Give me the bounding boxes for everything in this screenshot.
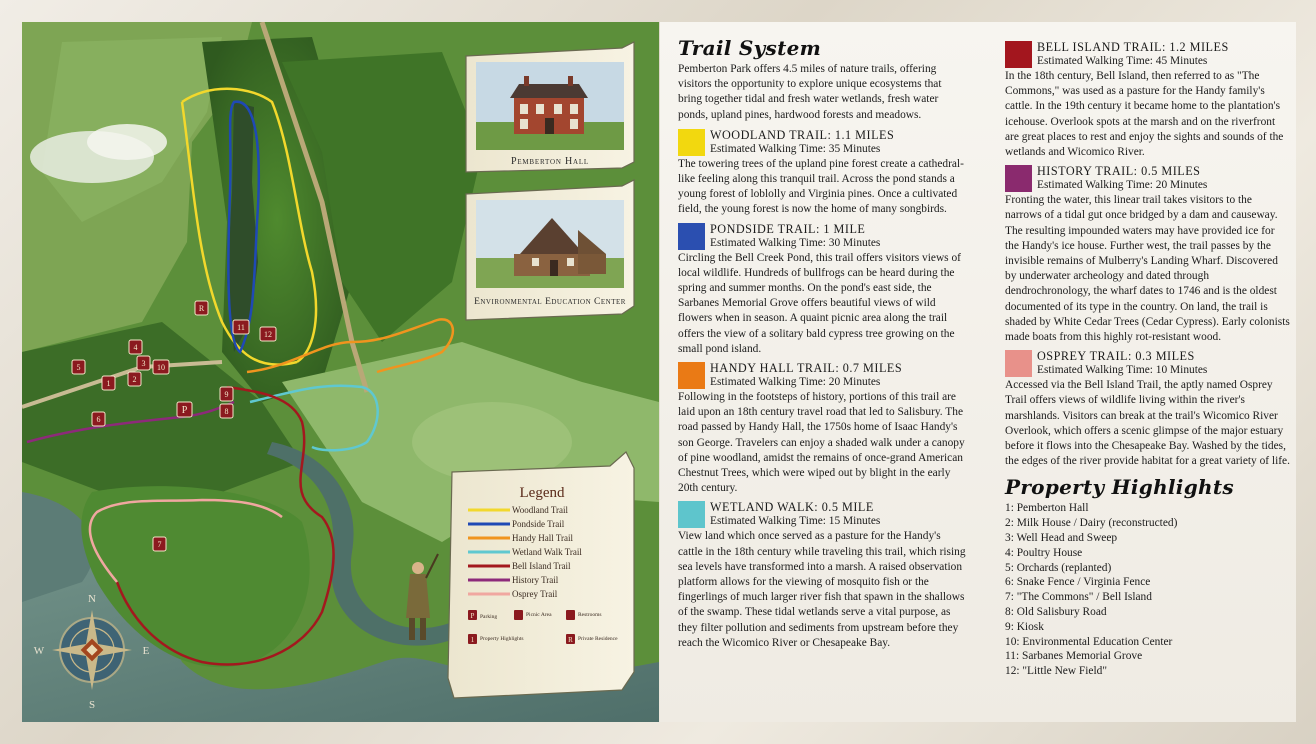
trail-description: In the 18th century, Bell Island, then referred to as "The Commons," was used as a pasture for the Handy family's cattle. In the 19th century it became home to the plantation's icehouse. Overlook spots at the marsh and on the riverfront are great places to rest and enjoy the sights and sounds of the wetlands and Wicomico River. [1005, 70, 1284, 159]
marker-7[interactable] [153, 537, 166, 551]
trail-time: Estimated Walking Time: 35 Minutes [710, 142, 881, 155]
map-legend[interactable] [448, 452, 634, 698]
trail-description: The towering trees of the upland pine forest create a cathedral-like feeling along this tranquil trail. Across the pond stands a young forest of loblolly and Virginia pines. Once a cultivated field, the young forest is now the home of many songbirds. [678, 157, 964, 216]
svg-text:R: R [198, 304, 205, 313]
trail-pondside [678, 222, 968, 357]
legend-symbol-label: Parking [480, 614, 498, 620]
trail-color-swatch [678, 501, 705, 528]
trail-time: Estimated Walking Time: 30 Minutes [710, 236, 881, 249]
svg-text:3: 3 [141, 359, 146, 368]
legend-label: Handy Hall Trail [512, 533, 574, 543]
property-highlights-list [1005, 501, 1290, 679]
marker-10[interactable] [153, 360, 169, 374]
compass-south: S [88, 699, 96, 711]
list-item: 9: Kiosk [1005, 620, 1044, 633]
trail-wetland-walk [678, 500, 968, 651]
parking-marker[interactable] [177, 402, 192, 417]
trail-history [1005, 164, 1290, 345]
list-item: 3: Well Head and Sweep [1005, 532, 1118, 545]
marker-6[interactable] [92, 412, 105, 426]
legend-label: Wetland Walk Trail [512, 547, 582, 557]
list-item: 11: Sarbanes Memorial Grove [1005, 650, 1143, 663]
trail-name: WOODLAND TRAIL: 1.1 MILES [710, 127, 895, 142]
residence-marker[interactable] [195, 301, 208, 315]
legend-symbol-label: Picnic Area [526, 612, 552, 618]
legend-symbol-label: Property Highlights [480, 636, 524, 642]
svg-text:4: 4 [133, 343, 138, 352]
marker-11[interactable] [233, 320, 249, 334]
list-item: 8: Old Salisbury Road [1005, 606, 1107, 619]
trail-name: WETLAND WALK: 0.5 MILE [710, 500, 874, 515]
trail-name: HANDY HALL TRAIL: 0.7 MILES [710, 361, 903, 376]
trail-name: OSPREY TRAIL: 0.3 MILES [1037, 349, 1195, 364]
list-item: 10: Environmental Education Center [1005, 635, 1173, 648]
trail-description: Circling the Bell Creek Pond, this trail offers visitors views of local wildlife. Hundreds of bullfrogs can be heard during the spring and summer months. On the pond's east side, the Sarbanes Memorial Grove offers beautiful views of wild flowers when in season. A quaint picnic area along the trail offers the view of a solitary bald cypress tree growing on the small pond island. [678, 251, 961, 355]
trail-osprey [1005, 349, 1290, 469]
list-item: 7: "The Commons" / Bell Island [1005, 591, 1152, 604]
trail-description: View land which once served as a pasture for the Handy's cattle in the 18th century while traveling this trail, which rising sea levels have transformed into a marsh. A raised observation platform allows for the viewing of mosquito fish or the fingerlings of much larger river fish that spawn in the shallows of the swamp. These tidal wetlands serve a vital purpose, as they filter pollution and sediments from upstream before they reach the Wicomico River or Chesapeake Bay. [678, 530, 966, 649]
cloud [87, 124, 167, 160]
svg-text:6: 6 [96, 415, 101, 424]
trail-name: PONDSIDE TRAIL: 1 MILE [710, 221, 866, 236]
trail-info-panel [660, 22, 1296, 722]
list-item: 5: Orchards (replanted) [1005, 561, 1112, 574]
trail-time: Estimated Walking Time: 15 Minutes [710, 515, 881, 528]
trail-info-column-left [678, 36, 968, 655]
marker-1[interactable] [102, 376, 115, 390]
svg-text:1: 1 [106, 379, 111, 388]
legend-symbol-label: Restrooms [578, 612, 602, 618]
trail-info-column-right [1005, 40, 1290, 679]
svg-text:Environmental Education Center: Environmental Education Center [474, 297, 626, 307]
trail-name: BELL ISLAND TRAIL: 1.2 MILES [1037, 40, 1229, 54]
pemberton-hall-card[interactable] [466, 42, 634, 172]
trail-time: Estimated Walking Time: 45 Minutes [1037, 55, 1208, 67]
legend-symbol-label: Private Residence [578, 636, 618, 642]
marker-2[interactable] [128, 372, 141, 386]
marker-9[interactable] [220, 387, 233, 401]
list-item: 2: Milk House / Dairy (reconstructed) [1005, 517, 1178, 530]
trail-time: Estimated Walking Time: 10 Minutes [1037, 364, 1208, 377]
trail-handy-hall [678, 361, 968, 496]
compass-north: N [88, 593, 96, 605]
trail-map[interactable] [22, 22, 659, 722]
trail-color-swatch [1005, 165, 1032, 192]
marker-4[interactable] [129, 340, 142, 354]
trail-system-title: Trail System [678, 36, 822, 60]
svg-text:R: R [568, 636, 573, 644]
trail-color-swatch [678, 362, 705, 389]
svg-text:P: P [181, 405, 188, 416]
svg-text:9: 9 [224, 390, 229, 399]
svg-text:10: 10 [157, 363, 165, 372]
list-item: 4: Poultry House [1005, 546, 1083, 559]
svg-text:8: 8 [224, 407, 229, 416]
restroom-icon [566, 610, 575, 620]
list-item: 6: Snake Fence / Virginia Fence [1005, 576, 1151, 589]
pemberton-hall-icon [510, 76, 588, 134]
trail-bell-island [1005, 40, 1290, 160]
svg-text:7: 7 [157, 540, 162, 549]
marker-3[interactable] [137, 356, 150, 370]
trail-time: Estimated Walking Time: 20 Minutes [710, 376, 881, 389]
legend-label: Woodland Trail [512, 505, 569, 515]
picnic-table-icon [514, 610, 523, 620]
legend-label: Osprey Trail [512, 589, 558, 599]
svg-text:2: 2 [132, 375, 137, 384]
svg-text:11: 11 [237, 323, 245, 332]
trail-description: Following in the footsteps of history, portions of this trail are laid upon an 18th century travel road that led to Salisbury. The road passed by Handy Hall, the 1750s home of Isaac Handy's son George. Travelers can enjoy a shaded walk under a canopy of pine woodland, amidst the remains of once-grand American Chestnut Trees, which were wiped out by blight in the early 20th century. [678, 391, 965, 495]
compass-west: W [33, 645, 45, 657]
trail-description: Accessed via the Bell Island Trail, the aptly named Osprey Trail offers views of wildlife living within the river's marshlands. Visitors can break at the trail's Wicomico River Overlook, which offers a scenic glimpse of the major estuary before it flows into the Chesapeake Bay. Washed by the tides, the edges of the river provide habitat for a great variety of life. [1005, 379, 1290, 468]
trail-color-swatch [678, 129, 705, 156]
education-center-card[interactable] [466, 180, 634, 320]
legend-label: History Trail [512, 575, 559, 585]
svg-text:12: 12 [264, 330, 272, 339]
trail-woodland [678, 128, 968, 218]
property-highlights-title: Property Highlights [1005, 475, 1234, 500]
svg-text:1: 1 [470, 636, 475, 644]
svg-text:5: 5 [76, 363, 81, 372]
legend-title: Legend [519, 485, 565, 501]
trail-system-intro: Pemberton Park offers 4.5 miles of nature trails, offering visitors the opportunity to explore unique ecosystems that bring together tidal and fresh water wetlands, fresh water ponds, upland pines, hardwood forests and meadows. [678, 63, 942, 121]
trail-color-swatch [1005, 41, 1032, 68]
trail-color-swatch [1005, 350, 1032, 377]
svg-text:Pemberton Hall: Pemberton Hall [510, 156, 590, 167]
compass-east: E [142, 645, 150, 657]
list-item: 12: "Little New Field" [1005, 665, 1107, 678]
trail-time: Estimated Walking Time: 20 Minutes [1037, 179, 1208, 192]
legend-label: Bell Island Trail [512, 561, 571, 571]
trail-name: HISTORY TRAIL: 0.5 MILES [1037, 164, 1201, 179]
list-item: 1: Pemberton Hall [1005, 502, 1089, 515]
marker-8[interactable] [220, 404, 233, 418]
legend-label: Pondside Trail [512, 519, 565, 529]
trail-color-swatch [678, 223, 705, 250]
marker-12[interactable] [260, 327, 276, 341]
marker-5[interactable] [72, 360, 85, 374]
svg-text:P: P [470, 612, 475, 620]
trail-description: Fronting the water, this linear trail takes visitors to the narrows of a tidal gut once bridged by a dam and causeway. The resulting impounded waters may have provided ice for the Handy's ice house. Further west, the trail passes by the invisible remains of Mulberry's Landing Wharf. Discovered by underwater archeology and dated through dendrochronology, the wharf dates to 1746 and is the oldest documented of its type in the country. On land, the trail is shaded by White Cedar Trees (Cedar Cypress). Early colonists made boats from this highly rot-resistant wood. [1005, 194, 1290, 344]
